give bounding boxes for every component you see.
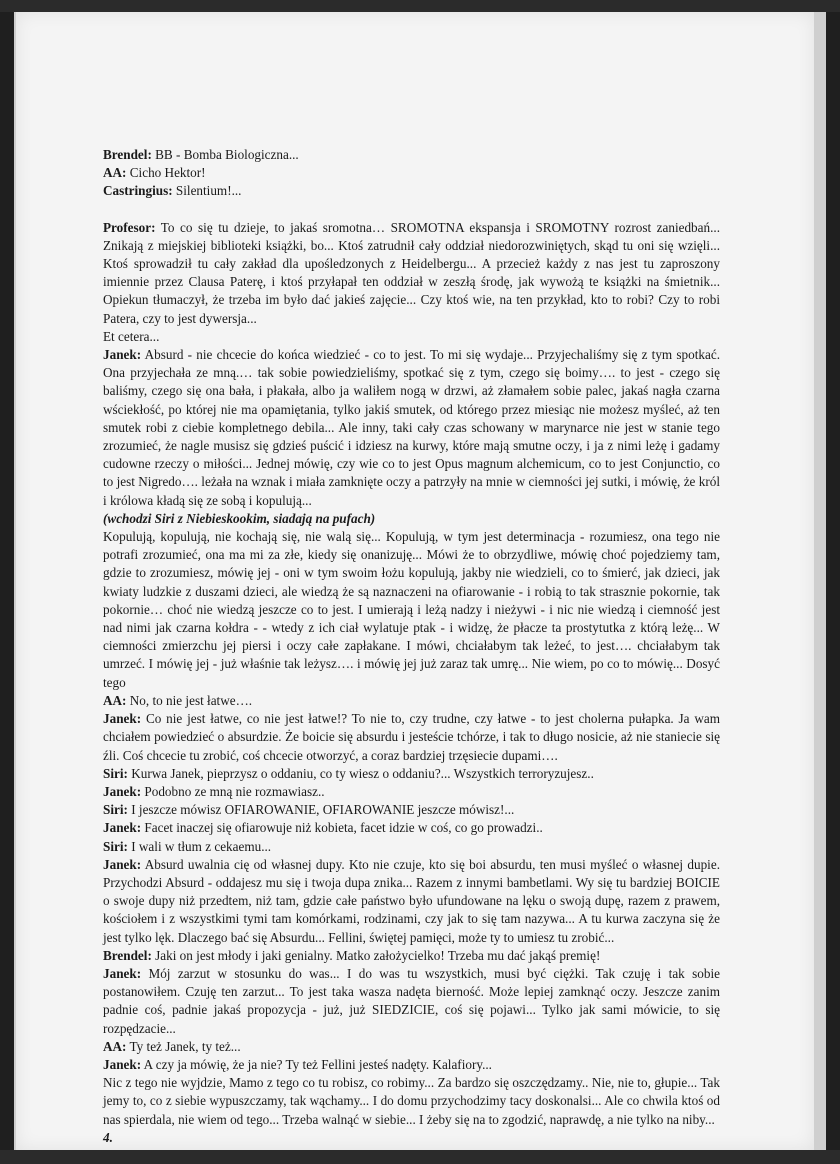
- line-text: Jaki on jest młody i jaki genialny. Matko założycielko! Trzeba mu dać jakąś premię!: [151, 947, 601, 963]
- dialogue-line: [103, 346, 720, 510]
- speaker-name: AA:: [103, 1038, 127, 1054]
- dialogue-line: [103, 1038, 720, 1056]
- dialogue-line: [103, 710, 720, 765]
- dialogue-line: [103, 528, 720, 692]
- line-text: Nic z tego nie wyjdzie, Mamo z tego co tu robisz, co robimy... Za bardzo się oszczędzamy.. Nie, nie to, głupie... Tak jemy to, co z siebie wypuszczamy, tak wąchamy... I do domu przychodzimy tacy doskonalsi... Ale co chwila ktoś od nas spierdala, nie wiem od tego... Trzeba walnąć w siebie... I żeby się na to zgodzić, naprawdę, a nie tylko na niby...: [103, 1075, 720, 1127]
- dialogue-line: [103, 947, 720, 965]
- speaker-name: Siri:: [103, 838, 128, 854]
- line-text: Kopulują, kopulują, nie kochają się, nie walą się... Kopulują, w tym jest determinacja - rozumiesz, ona tego nie potrafi zrozumieć, ona ma mi za złe, kiedy się onanizuję... Mówi że to obrzydliwe, mówię choć pojedziemy tam, gdzie to zrozumiesz, mówię jej - oni w tym swoim łożu kopulują, jakby nie wiedzieli, co to śmierć, jak dzieci, jak kwiaty ludzkie z duszami dzieci, ale wiedzą że są naznaczeni na ofiarowanie - i robią to tak strasznie pokornie, tak pokornie… choć nie wiedzą jeszcze co to jest. I umierają i leżą nadzy i nieżywi - i nic nie wiedzą i ciemność jest nad nimi jak czarna kołdra - - wtedy z ich ciał wylatuje ptak - i widzę, że płacze ta prostytutka z którą leżę... W ciemności zmierzchu jej piersi i oczy całe zapłakane. I mówi, chciałabym tak leżeć, to jest…. chciałabym tak umrzeć. I mówię jej - już właśnie tak leżysz…. i mówię jej już zaraz tak umrę... Nie wiem, po co to mówię... Dosyć tego: [103, 529, 720, 690]
- dialogue-line: [103, 1074, 720, 1129]
- line-text: Silentium!...: [172, 183, 242, 199]
- speaker-name: Siri:: [103, 802, 128, 818]
- line-text: Et cetera...: [103, 328, 160, 344]
- line-text: To co się tu dzieje, to jakaś sromotna… SROMOTNA ekspansja i SROMOTNY rozrost zaniedbań... Znikają z miejskiej biblioteki książki, bo... Ktoś zatrudnił cały oddział niedorozwiniętych, skąd tu oni się wzięli... Ktoś sprowadził tu cały zakład dla upośledzonych z Heidelbergu... A przecież każdy z nas jest tu zaproszony imiennie przez Clausa Paterę, i ktoś przyłapał ten oddział w zeszłą środę, jak wywożą te książki na śmietnik... Opiekun tłumaczył, że trzeba im było dać jakieś zajęcie... Czy ktoś wie, na ten przykład, kto to robi? Czy to robi Patera, czy to jest dywersja...: [103, 219, 720, 326]
- dialogue-line: [103, 783, 720, 801]
- dialogue-line: [103, 1056, 720, 1074]
- dialogue-line: [103, 692, 720, 710]
- stage-direction: [103, 510, 720, 528]
- blank-line: [103, 201, 720, 219]
- page-number: 4.: [103, 1129, 113, 1145]
- speaker-name: Janek:: [103, 347, 142, 363]
- line-text: Facet inaczej się ofiarowuje niż kobieta, facet idzie w coś, co go prowadzi..: [141, 820, 543, 836]
- line-text: Absurd - nie chcecie do końca wiedzieć - co to jest. To mi się wydaje... Przyjechaliśmy się z tym spotkać. Ona przyjechała ze mną.… tak sobie powiedzieliśmy, spotkać się z tym, czego się boimy…. to jest - czego się baliśmy, czego się ona bała, i płakała, albo ja waliłem nogą w drzwi, aż złamałem sobie palec, jakaś nagła czarna wściekłość, po której nie ma opamiętania, tylko jakiś smutek, od którego przez miesiąc nie możesz myśleć, aż ten smutek robi z ciebie kompletnego debila... Ale inny, taki cały czas schowany w marynarce nie jest w stanie tego zrozumieć, że nagle musisz się gdzieś puścić i idziesz na kurwy, które mają smutne oczy, i ja z nimi leżę i gadamy cudowne rzeczy o miłości... Jednej mówię, czy wie co to jest Opus magnum alchemicum, co to jest Conjunctio, co to jest Nigredo…. leżała na wznak i miała zamknięte oczy a patrzyły na mnie w ciemności jej sutki, i mówię, że król i królowa kładą się ze sobą i kopulują...: [103, 347, 720, 508]
- stage-direction-text: (wchodzi Siri z Niebieskookim, siadają na pufach): [103, 510, 376, 526]
- dialogue-line: [103, 965, 720, 1038]
- line-text: A czy ja mówię, że ja nie? Ty też Fellini jesteś nadęty. Kalafiory...: [141, 1056, 492, 1072]
- speaker-name: Brendel:: [103, 147, 152, 162]
- speaker-name: Janek:: [103, 856, 142, 872]
- speaker-name: Janek:: [103, 965, 142, 981]
- speaker-name: Castringius:: [103, 183, 173, 199]
- speaker-name: Siri:: [103, 765, 128, 781]
- dialogue-line: [103, 219, 720, 328]
- line-text: Co nie jest łatwe, co nie jest łatwe!? To nie to, czy trudne, czy łatwe - to jest cholerna pułapka. Ja wam chciałem powiedzieć o absurdzie. Że boicie się absurdu i jesteście tchórze, i tak to długo nosicie, aż nie staniecie się źli. Coś chcecie tu zrobić, coś chcecie otworzyć, a coraz bardziej trzęsiecie dupami….: [103, 711, 720, 763]
- line-text: BB - Bomba Biologiczna...: [151, 147, 299, 162]
- speaker-name: Brendel:: [103, 947, 152, 963]
- speaker-name: AA:: [103, 692, 127, 708]
- line-text: I jeszcze mówisz OFIAROWANIE, OFIAROWANIE jeszcze mówisz!...: [127, 802, 515, 818]
- dialogue-line: [103, 164, 720, 182]
- dialogue-line: [103, 856, 720, 947]
- dialogue-line: [103, 146, 720, 164]
- line-text: Mój zarzut w stosunku do was... I do was tu wszystkich, musi być ciężki. Tak czuję i tak sobie postanowiłem. Czuję ten zarzut... To jest taka wasza nadęta bierność. Może lepiej zamknąć oczy. Jeszcze zanim padnie coś, padnie jakaś propozycja - już, już SIEDZICIE, coś się pojawi... Tylko jak sami mówicie, to się rozpędzacie...: [103, 965, 720, 1036]
- speaker-name: Janek:: [103, 783, 142, 799]
- line-text: Ty też Janek, ty też...: [126, 1038, 241, 1054]
- speaker-name: Profesor:: [103, 219, 156, 235]
- speaker-name: AA:: [103, 165, 127, 181]
- line-text: Kurwa Janek, pieprzysz o oddaniu, co ty wiesz o oddaniu?... Wszystkich terroryzujesz..: [127, 765, 594, 781]
- line-text: No, to nie jest łatwe….: [126, 692, 253, 708]
- dialogue-text: [103, 146, 720, 1147]
- speaker-name: Janek:: [103, 1056, 142, 1072]
- line-text: Absurd uwalnia cię od własnej dupy. Kto nie czuje, kto się boi absurdu, ten musi myśleć o własnej dupie. Przychodzi Absurd - oddajesz mu się i twoja dupa znika... Razem z innymi bambetlami. Wy się tu bardziej BOICIE o swoje dupy niż przedtem, niż tam, gdzie całe państwo było ufundowane na lęku o swoją dupę, razem z prawem, kościołem i z wszystkimi tymi tam komórkami, rodzinami, czy jak to się tam nazywa... A tu kurwa zaczyna się że jest tylko lęk. Dlaczego bać się Absurdu... Fellini, świętej pamięci, może ty to umiesz tu zrobić...: [103, 856, 720, 945]
- dialogue-line: [103, 182, 720, 200]
- line-text: Podobno ze mną nie rozmawiasz..: [141, 783, 325, 799]
- page-number-line: [103, 1129, 720, 1147]
- dialogue-line: [103, 819, 720, 837]
- line-text: I wali w tłum z cekaemu...: [127, 838, 272, 854]
- speaker-name: Janek:: [103, 820, 142, 836]
- line-text: Cicho Hektor!: [126, 165, 206, 181]
- dialogue-line: [103, 765, 720, 783]
- dialogue-line: [103, 801, 720, 819]
- speaker-name: Janek:: [103, 711, 142, 727]
- dialogue-line: [103, 328, 720, 346]
- dialogue-line: [103, 838, 720, 856]
